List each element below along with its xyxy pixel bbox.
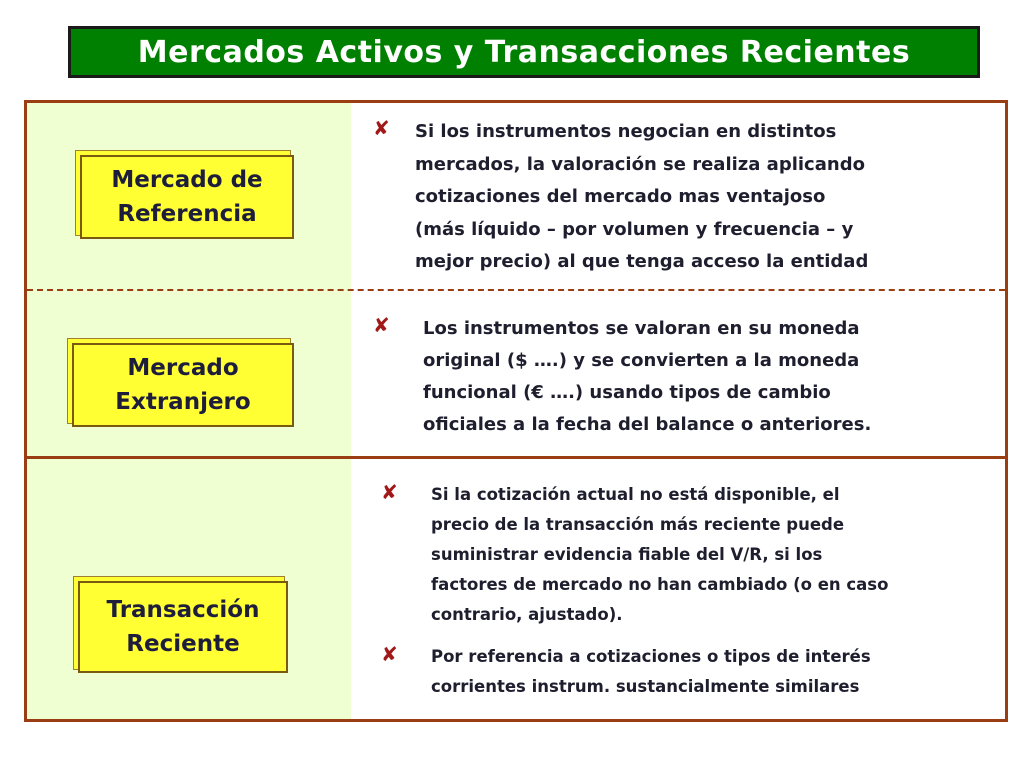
bullet-item — [373, 313, 871, 441]
bullet-text: Si los instrumentos negocian en distintos mercados, la valoración se realiza aplicando cotizaciones del mercado mas ventajoso (más líquido – por volumen y frecuencia – y mejor precio) al que tenga acceso la entidad — [415, 121, 869, 272]
x-mark-icon: ✘ — [373, 116, 390, 140]
x-mark-icon: ✘ — [373, 313, 390, 337]
slide-title: Mercados Activos y Transacciones Recientes — [137, 34, 911, 70]
bullet-text: Los instrumentos se valoran en su moneda original ($ ….) y se convierten a la moneda funcional (€ ….) usando tipos de cambio oficiales a la fecha del balance o anteriores. — [423, 318, 872, 435]
row-divider-solid — [27, 456, 1005, 459]
bullet-item — [373, 116, 868, 279]
bullet-text: Por referencia a cotizaciones o tipos de interés corrientes instrum. sustancialmente similares — [431, 647, 871, 696]
label-transaccion-reciente: Transacción Reciente — [78, 581, 288, 673]
row-divider-dashed — [27, 289, 1005, 291]
x-mark-icon: ✘ — [381, 642, 398, 666]
bullet-text: Si la cotización actual no está disponible, el precio de la transacción más reciente puede suministrar evidencia fiable del V/R, si los factores de mercado no han cambiado (o en caso contrario, ajustado). — [431, 485, 889, 624]
bullet-item — [381, 480, 888, 630]
slide-title-box — [68, 26, 980, 78]
content-table — [24, 100, 1008, 722]
label-mercado-de-referencia: Mercado de Referencia — [80, 155, 294, 239]
bullet-item — [381, 642, 871, 702]
label-mercado-extranjero: Mercado Extranjero — [72, 343, 294, 427]
x-mark-icon: ✘ — [381, 480, 398, 504]
